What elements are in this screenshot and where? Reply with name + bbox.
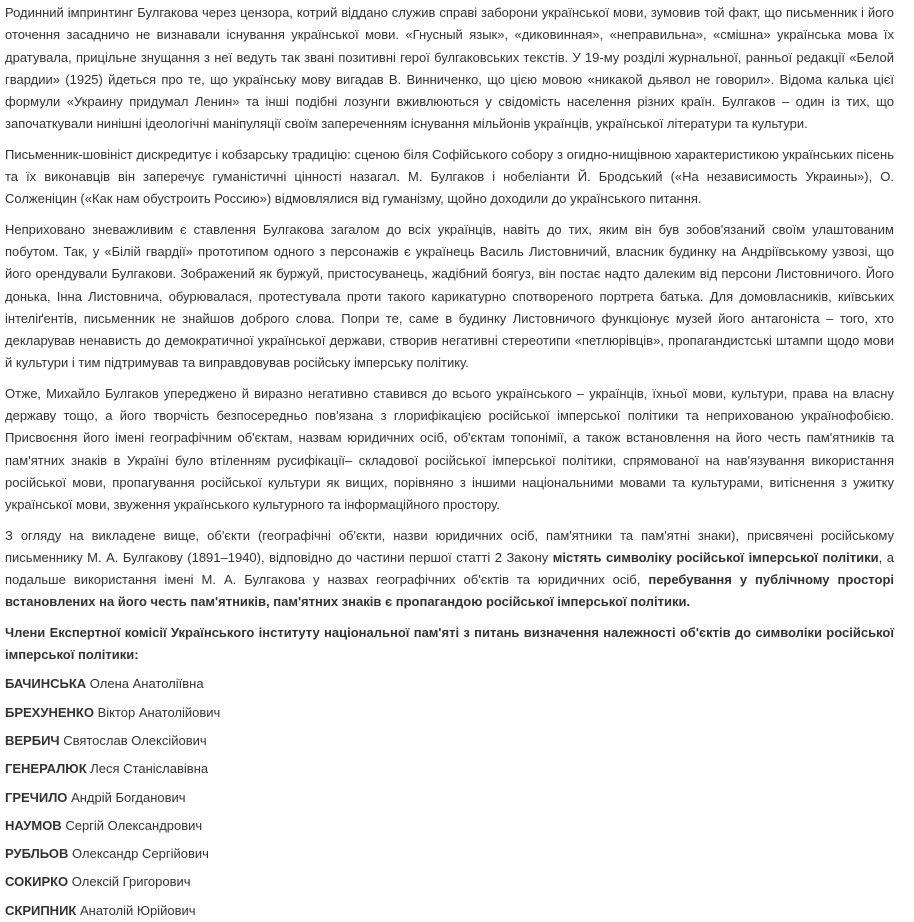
- member-given-names: Олена Анатоліївна: [89, 676, 204, 692]
- member-given-names: Леся Станіславівна: [90, 761, 209, 777]
- article-paragraph: [5, 2, 894, 136]
- text-run: Отже, Михайло Булгаков упереджено й виразно негативно ставився до всього українського – українців, їхньої мови, культури, права на власну державу тощо, а його творчість безпосередньо пов'язана з глорифікацією російської імперської політики та неприхованою українофобією. Присвоєння його імені географічним об'єктам, назвам юридичних осіб, об'єктам топонімії, а також встановлення на його честь пам'ятників та пам'ятних знаків в Україні було втіленням русифікації– складової російської імперської політики, спрямованої на нав'язування використання російської мови, пропагування російської культури як вищих, порівняно з іншими національними мовами та культурами, витіснення з ужитку української мови, звуження українського культурного та інформаційного простору.: [5, 385, 894, 513]
- commission-member: [5, 900, 894, 922]
- commission-member: [5, 871, 894, 893]
- member-given-names: Віктор Анатолійович: [97, 704, 221, 720]
- member-surname: БРЕХУНЕНКО: [5, 704, 94, 720]
- text-run: Неприховано зневажливим є ставлення Булгакова загалом до всіх українців, навіть до тих, яким він був зобов'язаний своїм улаштованим побутом. Так, у «Білій гвардії» прототипом одного з персонажів є українець Василь Листовничий, власник будинку на Андріївському узвозі, що його орендували Булгакови. Зображений як буржуй, пристосуванець, жадібний боягуз, він постає надто далеким від персони Листовничого. Його донька, Інна Листовнича, обурювалася, протестувала проти такого карикатурно спотвореного портрета батька. Для домовласників, київських інтеліґентів, письменник не знайшов доброго слова. Попри те, саме в будинку Листовничого функціонує музей його антагоніста – того, хто декларував ненависть до демократичної української держави, створив негативні стереотипи «петлюрівців», пропагандистські штампи щодо мови й культури і тим підтримував та виправдовував російську імперську політику.: [5, 221, 894, 371]
- article-paragraph: [5, 525, 894, 614]
- member-surname: ГРЕЧИЛО: [5, 789, 68, 805]
- article-paragraph: [5, 219, 894, 375]
- commission-member: [5, 702, 894, 724]
- article-paragraphs: [5, 2, 894, 614]
- member-given-names: Олександр Сергійович: [72, 846, 209, 862]
- commission-member: [5, 843, 894, 865]
- article-paragraph: [5, 383, 894, 517]
- member-given-names: Анатолій Юрійович: [79, 902, 196, 918]
- bold-text-run: містять символіку російської імперської політики: [552, 549, 879, 565]
- commission-heading: Члени Експертної комісії Українського інституту національної пам'яті з питань визначення належності об'єктів до символіки російської імперської політики:: [5, 624, 894, 663]
- commission-member: [5, 815, 894, 837]
- commission-member: [5, 787, 894, 809]
- member-given-names: Сергій Олександрович: [65, 817, 203, 833]
- text-run: З огляду на викладене вище, об'єкти (географічні об'єкти, назви юридичних осіб, пам'ятники та пам'ятні знаки), присвячені російському письменнику М. А. Булгакову (1891–1940), відповідно до частини першої статті 2 Закону: [5, 527, 894, 565]
- member-given-names: Святослав Олексійович: [63, 732, 207, 748]
- member-surname: СОКИРКО: [5, 874, 69, 890]
- member-surname: РУБЛЬОВ: [5, 846, 69, 862]
- article-paragraph: [5, 144, 894, 211]
- member-surname: БАЧИНСЬКА: [5, 676, 87, 692]
- text-run: Родинний імпринтинг Булгакова через цензора, котрий віддано служив справі заборони української мови, зумовив той факт, що письменник і його оточення засадничо не визнавали існування української мови. «Гнусный язык», «диковинная», «неправильна», «смішна» українська мова їх дратувала, прицільне знущання з неї ведуть так звані позитивні герої булгаковських текстів. У 19-му розділі журнальної, ранньої редакції «Белой гвардии» (1925) йдеться про те, що українську мову вигадав В. Винниченко, що цією мовою «никакой дьявол не говорил». Відома калька цієї формули «Украину придумал Ленин» та інші подібні лозунги вживлюються у свідомість населення різних країн. Булгаков – один із тих, що започаткували нинішні ідеологічні маніпуляції своїм запереченням існування мільйонів українців, української літератури та культури.: [5, 5, 894, 132]
- member-surname: НАУМОВ: [5, 817, 62, 833]
- commission-member: [5, 673, 894, 695]
- text-run: , а подальше використання імені М. А. Булгакова у назвах географічних об'єктів та юридичних осіб,: [5, 549, 894, 588]
- text-run: Письменник-шовініст дискредитує і кобзарську традицію: сценою біля Софійського собору з огидно-нищівною характеристикою українських пісень та їх виконавців він заперечує гуманістичні цінності назагал. М. Булгаков і нобеліанти Й. Бродський («На независимость Украины»), О. Солженіцин («Как нам обустроить Россию») відмовлялися від гуманізму, щойно доходили до українського питання.: [5, 146, 894, 207]
- member-surname: СКРИПНИК: [5, 902, 77, 918]
- member-given-names: Олексій Григорович: [71, 874, 191, 890]
- commission-member: [5, 758, 894, 780]
- member-given-names: Андрій Богданович: [71, 789, 186, 805]
- commission-member: [5, 730, 894, 752]
- bold-text-run: перебування у публічному просторі встановлених на його честь пам'ятників, пам'ятних знаків є пропагандою російської імперської політики.: [5, 572, 894, 610]
- member-surname: ВЕРБИЧ: [5, 732, 60, 748]
- member-surname: ГЕНЕРАЛЮК: [5, 761, 87, 777]
